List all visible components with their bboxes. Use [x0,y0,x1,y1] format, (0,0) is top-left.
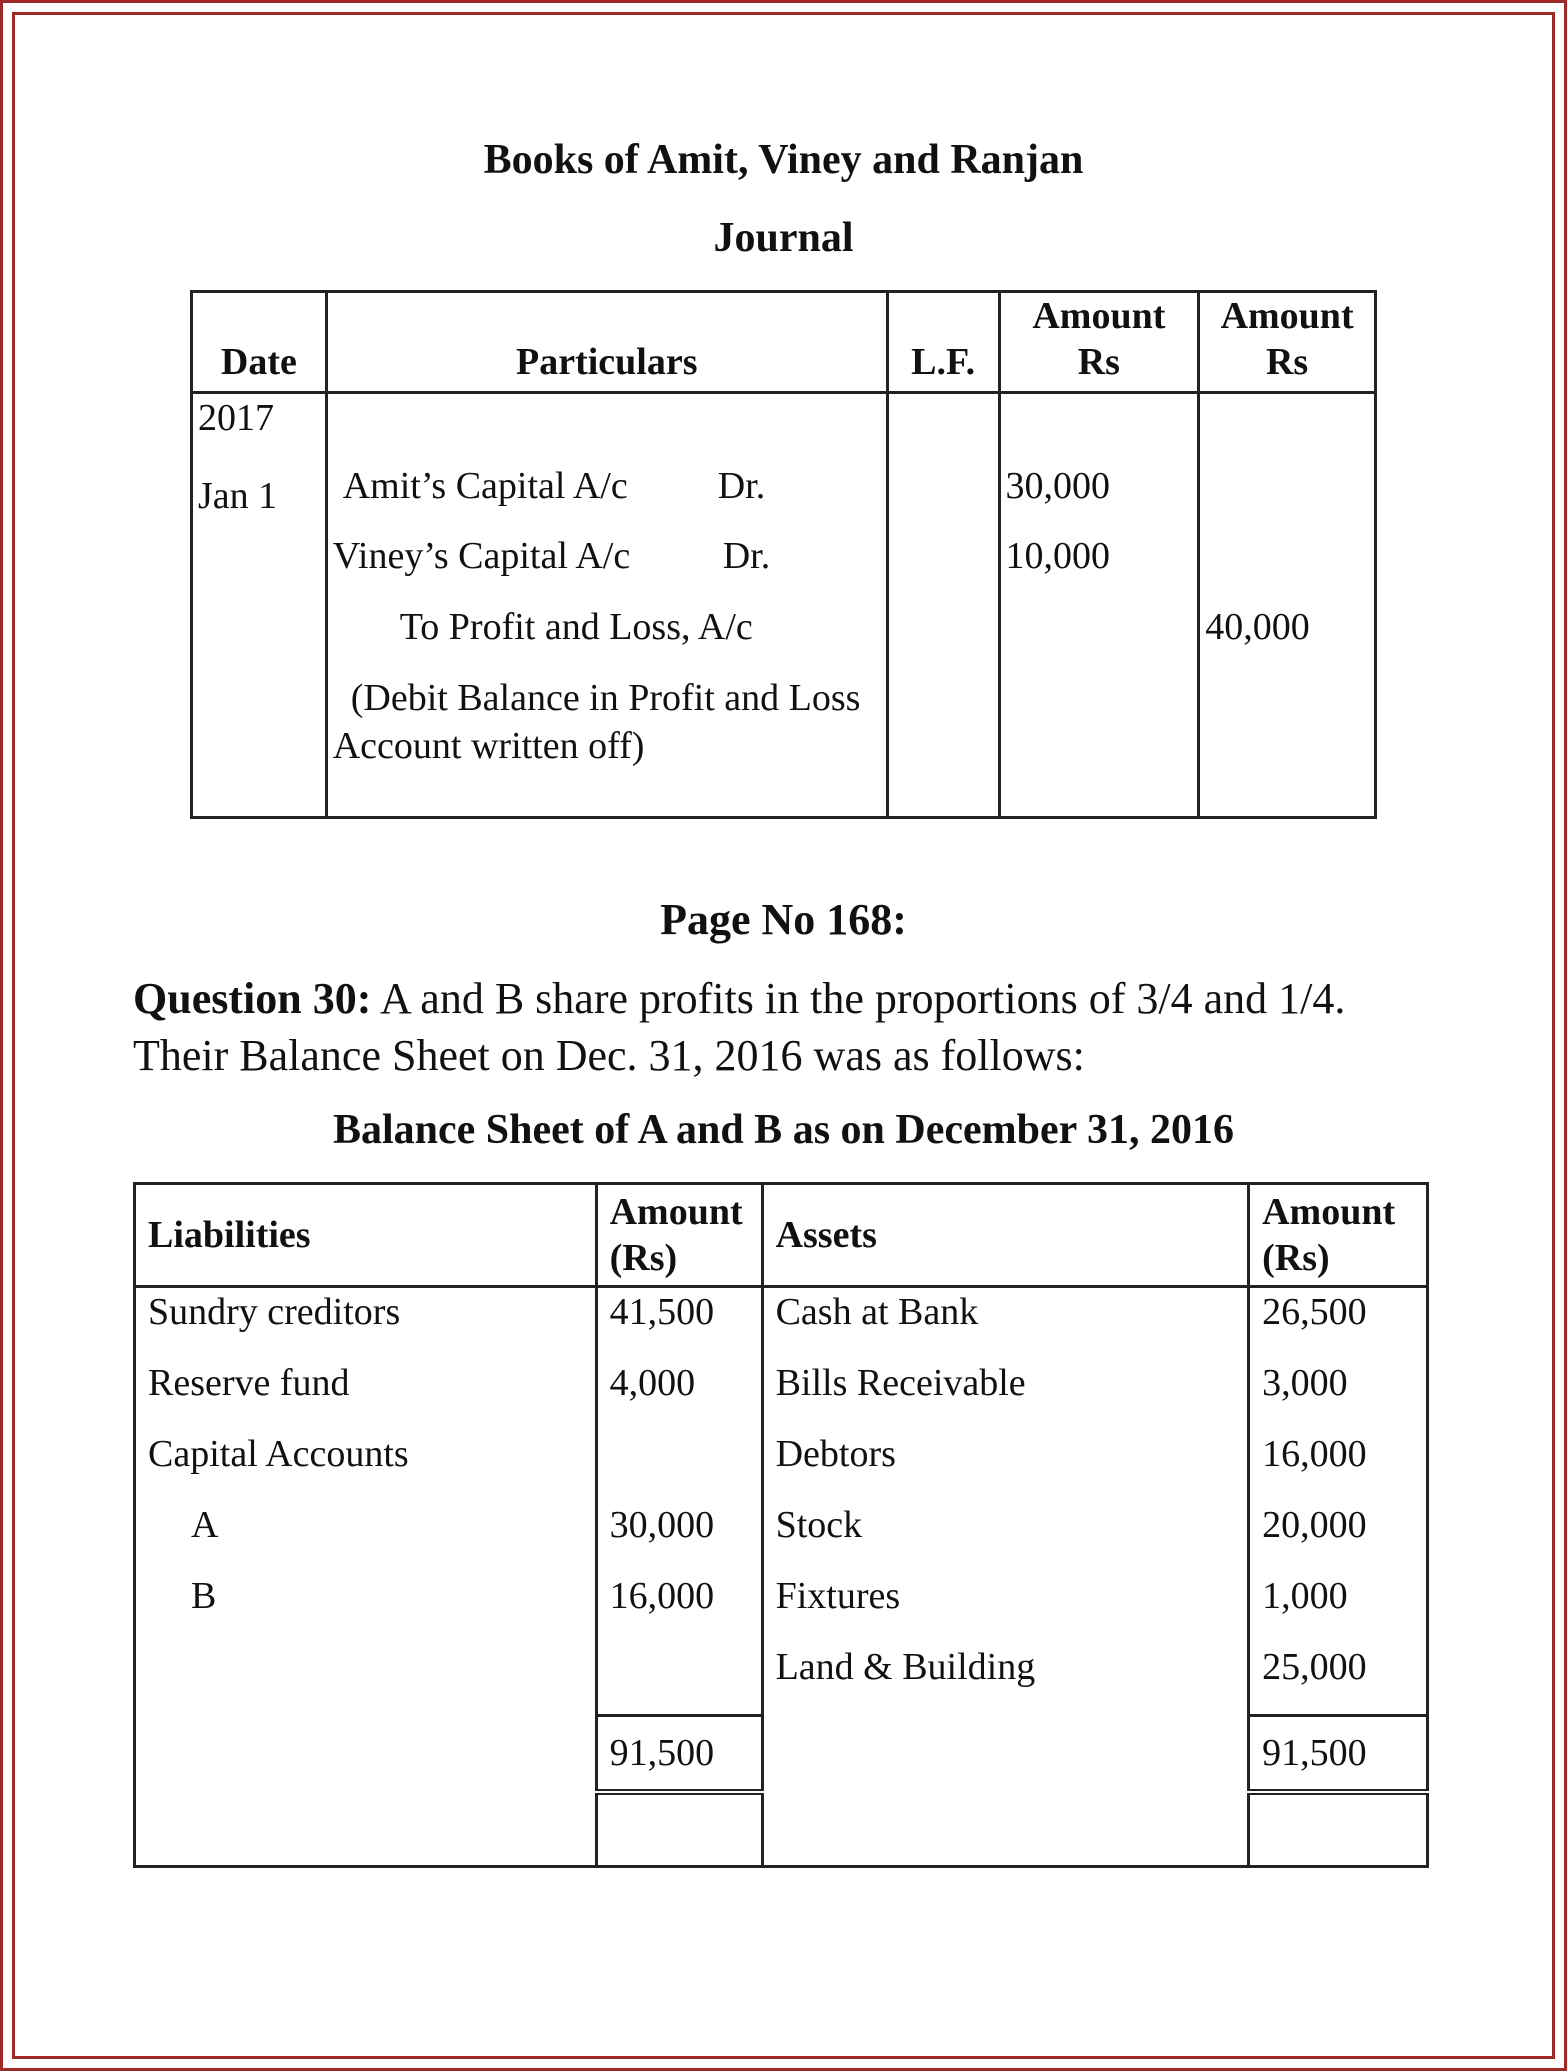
journal-entry-1-debit: 30,000 [1005,465,1111,507]
journal-header-amount-debit [999,292,1199,393]
bs-total-liabilities: 91,500 [596,1716,762,1793]
bs-bottom-cell [135,1792,597,1867]
bs-header-asset-amount-line2: (Rs) [1262,1237,1330,1279]
page-number-heading: Page No 168: [660,895,907,944]
bs-bottom-cell [1249,1792,1428,1867]
journal-narration-line2: Account written off) [332,725,645,767]
journal-header-lf: L.F. [887,292,999,393]
journal-header-row [192,292,1376,393]
journal-header-particulars: Particulars [326,292,887,393]
bs-bottom-cell [762,1792,1249,1867]
question-label: Question 30: [133,974,372,1023]
journal-particulars-cell [326,393,887,818]
journal-header-amount-credit-line2: Rs [1265,341,1309,383]
bs-header-liability-amount [596,1184,762,1287]
bs-liability-amount: 4,000 [596,1359,762,1430]
journal-date-cell [192,393,327,818]
bs-bottom-cell [596,1792,762,1867]
balance-sheet-header-row [135,1184,1428,1287]
journal-lf-cell [887,393,999,818]
bs-asset: Fixtures [762,1572,1249,1643]
journal-header-amount-credit [1199,292,1376,393]
journal-entry-3-credit: 40,000 [1205,606,1310,648]
journal-credit-cell [1199,393,1376,818]
table-row [135,1501,1428,1572]
bs-asset: Debtors [762,1430,1249,1501]
table-row [135,1287,1428,1360]
journal-day: Jan 1 [198,475,278,517]
bs-liability-amount: 41,500 [596,1287,762,1360]
journal-entry-2-particular: Viney’s Capital A/c [332,535,631,577]
bs-asset-amount: 3,000 [1249,1359,1428,1430]
bs-asset-amount: 1,000 [1249,1572,1428,1643]
journal-entry-2-debit: 10,000 [1005,535,1111,577]
bs-total-assets: 91,500 [1249,1716,1428,1793]
journal-header-amount-debit-line1: Amount [1032,295,1166,337]
bs-header-liabilities: Liabilities [135,1184,597,1287]
bs-asset-amount: 26,500 [1249,1287,1428,1360]
bs-asset: Stock [762,1501,1249,1572]
journal-entry-row [192,393,1376,818]
bs-header-liability-amount-line1: Amount [609,1191,743,1233]
journal-entry-2-dr: Dr. [722,535,771,577]
bs-liability-amount [596,1430,762,1501]
bs-liability: B [135,1572,597,1643]
journal-header-date: Date [192,292,327,393]
journal-entry-1-dr: Dr. [717,465,766,507]
bs-total-blank-asset [762,1716,1249,1793]
bs-total-row [135,1716,1428,1793]
bs-asset-amount: 16,000 [1249,1430,1428,1501]
table-row [135,1643,1428,1716]
bs-header-liability-amount-line2: (Rs) [609,1237,678,1279]
bs-liability-amount: 16,000 [596,1572,762,1643]
journal-header-amount-debit-line2: Rs [1077,341,1120,383]
bs-asset-amount: 20,000 [1249,1501,1428,1572]
bs-bottom-row [135,1792,1428,1867]
journal-title: Journal [713,215,854,261]
bs-liability: Reserve fund [135,1359,597,1430]
bs-header-asset-amount-line1: Amount [1262,1191,1396,1233]
table-row [135,1572,1428,1643]
bs-liability [135,1643,597,1716]
bs-total-blank-liability [135,1716,597,1793]
journal-entry-3-particular: To Profit and Loss, A/c [399,606,753,648]
bs-liability: Capital Accounts [135,1430,597,1501]
journal-debit-cell [999,393,1199,818]
bs-header-asset-amount [1249,1184,1428,1287]
journal-entry-1-particular: Amit’s Capital A/c [342,465,628,507]
journal-table [190,290,1377,819]
question-line1: A and B share profits in the proportions of 3/4 and 1/4. [379,974,1346,1023]
bs-header-assets: Assets [762,1184,1249,1287]
balance-sheet-table [133,1182,1429,1868]
bs-liability: A [135,1501,597,1572]
journal-header-amount-credit-line1: Amount [1220,295,1354,337]
table-row [135,1430,1428,1501]
balance-sheet-title: Balance Sheet of A and B as on December 31, 2016 [332,1107,1235,1153]
books-title: Books of Amit, Viney and Ranjan [483,137,1084,183]
journal-year: 2017 [198,397,274,439]
bs-asset: Land & Building [762,1643,1249,1716]
bs-asset: Bills Receivable [762,1359,1249,1430]
journal-narration-line1: (Debit Balance in Profit and Loss [350,677,861,719]
bs-asset-amount: 25,000 [1249,1643,1428,1716]
table-row [135,1359,1428,1430]
bs-asset: Cash at Bank [762,1287,1249,1360]
question-text [133,970,1433,1084]
bs-liability-amount [596,1643,762,1716]
bs-liability: Sundry creditors [135,1287,597,1360]
question-line2: Their Balance Sheet on Dec. 31, 2016 was as follows: [133,1031,1085,1080]
bs-liability-amount: 30,000 [596,1501,762,1572]
